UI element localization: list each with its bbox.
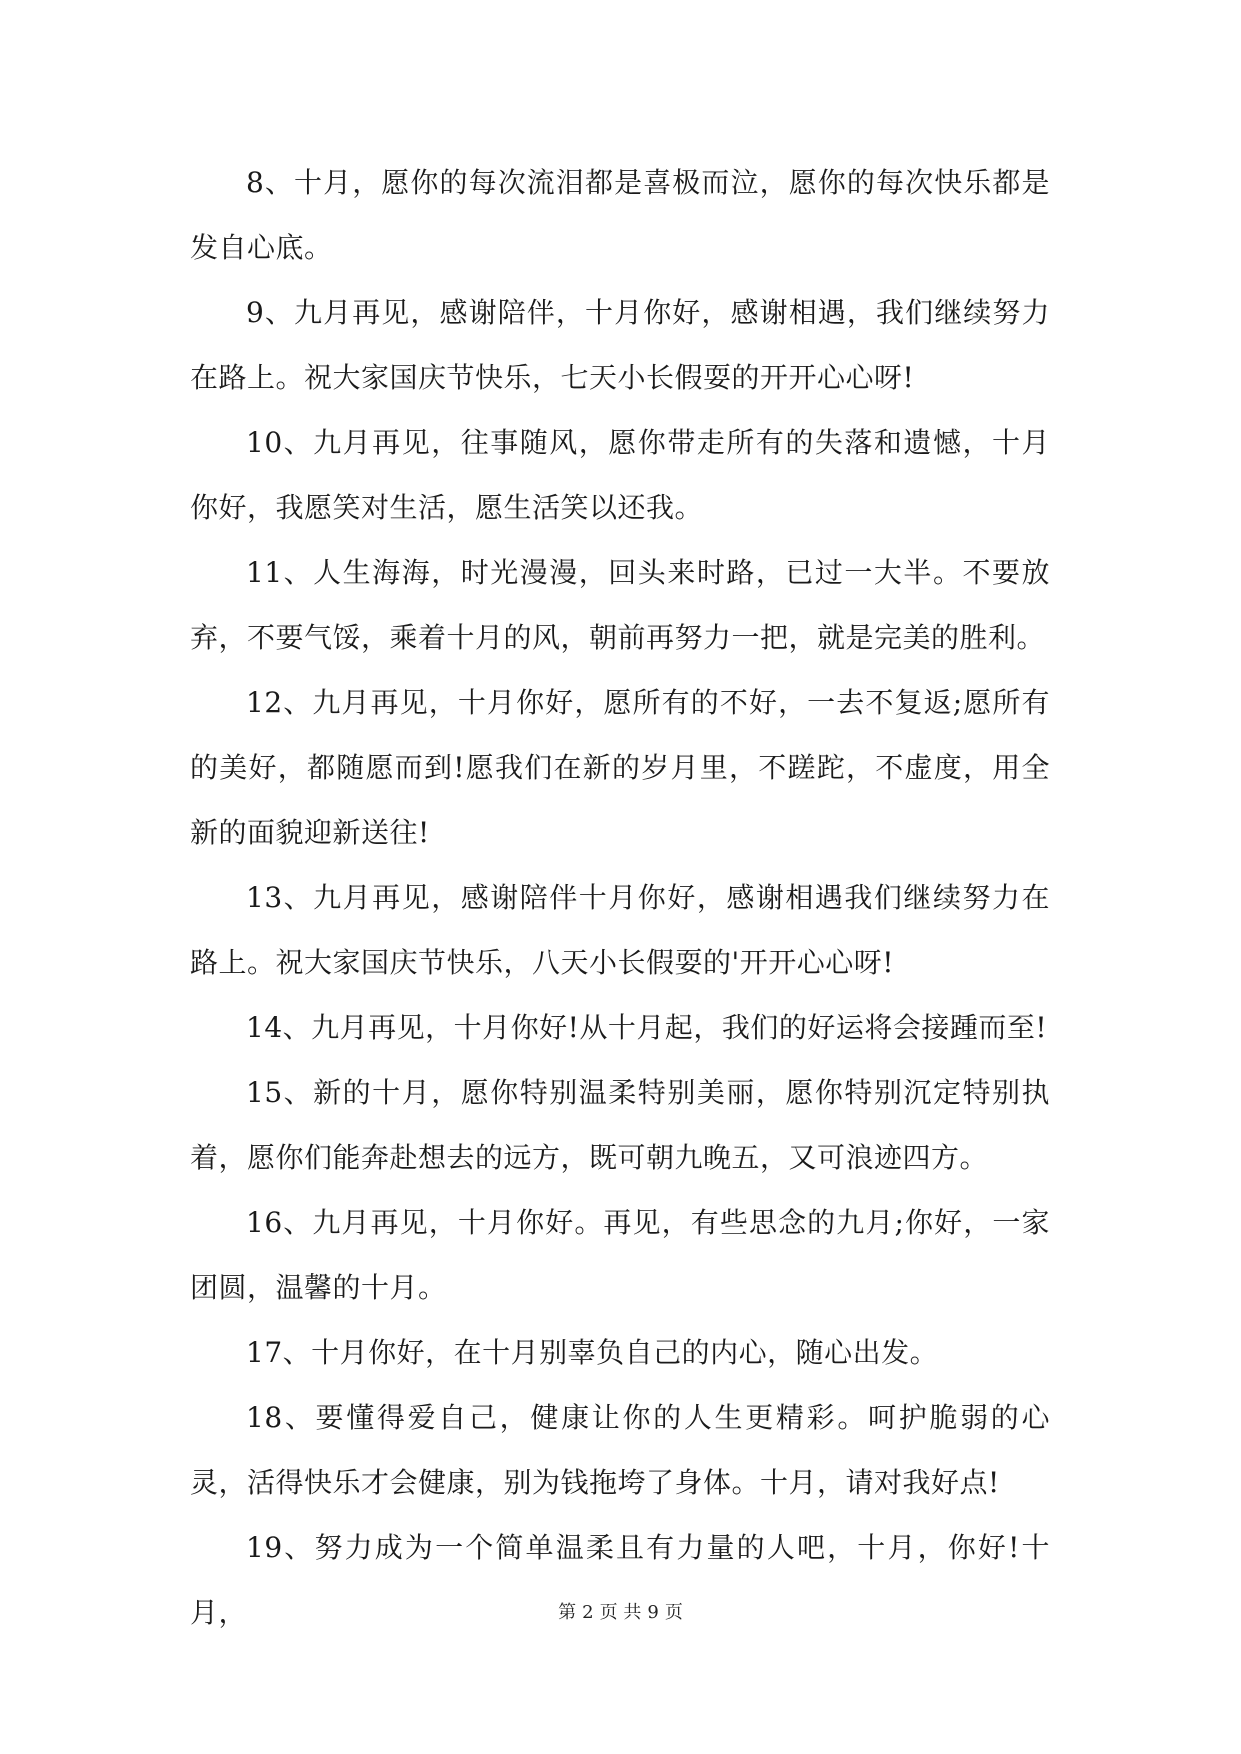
paragraph-8: 8、十月，愿你的每次流泪都是喜极而泣，愿你的每次快乐都是发自心底。 (190, 166, 1050, 264)
paragraph-16: 16、九月再见，十月你好。再见，有些思念的九月;你好，一家团圆，温馨的十月。 (190, 1206, 1050, 1304)
footer-middle: 页 共 (599, 1602, 642, 1623)
document-body (190, 150, 1050, 1645)
paragraph-12: 12、九月再见，十月你好，愿所有的不好，一去不复返;愿所有的美好，都随愿而到!愿我们在新的岁月里，不蹉跎，不虚度，用全新的面貌迎新送往! (190, 686, 1050, 849)
paragraph-19: 19、努力成为一个简单温柔且有力量的人吧，十月，你好!十月， (190, 1531, 1050, 1629)
paragraph-11: 11、人生海海，时光漫漫，回头来时路，已过一大半。不要放弃，不要气馁，乘着十月的风，朝前再努力一把，就是完美的胜利。 (190, 556, 1050, 654)
paragraph-10: 10、九月再见，往事随风，愿你带走所有的失落和遗憾，十月你好，我愿笑对生活，愿生活笑以还我。 (190, 426, 1050, 524)
footer-prefix: 第 (558, 1602, 577, 1623)
paragraph-17: 17、十月你好，在十月别辜负自己的内心，随心出发。 (246, 1336, 939, 1369)
page-footer (0, 1598, 1241, 1624)
paragraph-18: 18、要懂得爱自己，健康让你的人生更精彩。呵护脆弱的心灵，活得快乐才会健康，别为钱拖垮了身体。十月，请对我好点! (190, 1401, 1050, 1499)
paragraph-15: 15、新的十月，愿你特别温柔特别美丽，愿你特别沉定特别执着，愿你们能奔赴想去的远方，既可朝九晚五，又可浪迹四方。 (190, 1076, 1050, 1174)
footer-page-number: 2 (582, 1602, 594, 1623)
footer-suffix: 页 (664, 1602, 683, 1623)
paragraph-13: 13、九月再见，感谢陪伴十月你好，感谢相遇我们继续努力在路上。祝大家国庆节快乐，八天小长假耍的'开开心心呀! (190, 881, 1050, 979)
paragraph-9: 9、九月再见，感谢陪伴，十月你好，感谢相遇，我们继续努力在路上。祝大家国庆节快乐，七天小长假耍的开开心心呀! (190, 296, 1050, 394)
footer-total-pages: 9 (647, 1602, 659, 1623)
paragraph-14: 14、九月再见，十月你好!从十月起，我们的好运将会接踵而至! (246, 1011, 1048, 1044)
